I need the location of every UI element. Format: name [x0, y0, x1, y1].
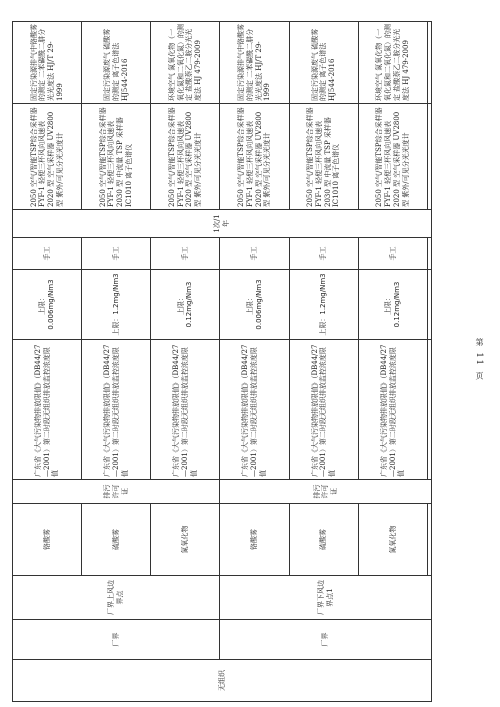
position-cell: 厂界下风边界点1: [220, 576, 432, 620]
spacer-cell: [428, 270, 432, 340]
method-cell: 手工: [151, 238, 220, 270]
table-row: [13, 22, 82, 702]
pollutant-cell: 硫酸雾: [82, 504, 151, 576]
equipment-cell: 2050 空气/智能TSP综合采样器 FYF-1 轻便三杯风向风速表 2020 型 空气采样器 UV2800 型 紫外/可见分光光度计: [13, 104, 82, 210]
limit-cell: 上限：1.2mg/Nm3: [82, 270, 151, 340]
equipment-cell: 2050 空气/智能TSP综合采样器 FYF-1 轻便三杯风向风速表 2030 型 中流量 TSP 采样器 IC1010 离子色谱仪: [82, 104, 151, 210]
limit-cell: 上限：0.006mg/Nm3: [13, 270, 82, 340]
limit-cell: 上限：0.006mg/Nm3: [220, 270, 289, 340]
spacer-cell: [428, 104, 432, 210]
standard-cell: 广东省《大气污染物排放限值》（DB44/27—2001）第二时段无组织排放监控浓度限值: [151, 340, 220, 480]
analysis-cell: 固定污染源废气 硫酸雾的测定 离子色谱法 HJ544-2016: [82, 22, 151, 104]
equipment-cell: 2050 空气/智能TSP综合采样器 FYF-1 轻便三杯风向风速表 2030 型 中流量 TSP 采样器 IC1010 离子色谱仪: [289, 104, 358, 210]
pollutant-cell: 铬酸雾: [13, 504, 82, 576]
method-cell: 手工: [13, 238, 82, 270]
pollutant-cell: 氮氧化物: [151, 504, 220, 576]
method-cell: 手工: [82, 238, 151, 270]
permit-cell: 排污许可证: [220, 480, 432, 504]
standard-cell: 广东省《大气污染物排放限值》（DB44/27—2001）第二时段无组织排放监控浓度限值: [289, 340, 358, 480]
category-cell: 无组织: [13, 660, 432, 702]
analysis-cell: 固定污染源排气中铬酸雾的测定 二苯碳酰二肼分光光度法 HJ/T 29-1999: [13, 22, 82, 104]
frequency-cell: 1次/1年: [13, 210, 432, 238]
standard-cell: 广东省《大气污染物排放限值》（DB44/27—2001）第二时段无组织排放监控浓度限值: [13, 340, 82, 480]
pollutant-cell: 氮氧化物: [358, 504, 427, 576]
limit-cell: 上限：0.12mg/Nm3: [151, 270, 220, 340]
permit-cell: 排污许可证: [13, 480, 220, 504]
spacer-cell: [428, 22, 432, 104]
analysis-cell: 环境空气 氮氧化物（一氧化氮和二氧化氮）的测定 盐酸萘乙二胺分光光度法 HJ 479-2009: [358, 22, 427, 104]
analysis-cell: 环境空气 氮氧化物（一氧化氮和二氧化氮）的测定 盐酸萘乙二胺分光光度法 HJ 479-2009: [151, 22, 220, 104]
limit-cell: 上限：1.2mg/Nm3: [289, 270, 358, 340]
analysis-cell: 固定污染源排气中铬酸雾的测定 二苯碳酰二肼分光光度法 HJ/T 29-1999: [220, 22, 289, 104]
standard-cell: 广东省《大气污染物排放限值》（DB44/27—2001）第二时段无组织排放监控浓度限值: [82, 340, 151, 480]
page-number: 第 11 页: [475, 338, 484, 382]
standard-cell: 广东省《大气污染物排放限值》（DB44/27—2001）第二时段无组织排放监控浓度限值: [358, 340, 427, 480]
spacer-cell: [428, 238, 432, 270]
equipment-cell: 2050 空气/智能TSP综合采样器 FYF-1 轻便三杯风向风速表 2020 型 空气采样器 UV2800 型 紫外/可见分光光度计: [151, 104, 220, 210]
position-group-cell: 厂界: [220, 620, 432, 660]
limit-cell: 上限：0.12mg/Nm3: [358, 270, 427, 340]
spacer-cell: [428, 340, 432, 480]
method-cell: 手工: [358, 238, 427, 270]
method-cell: 手工: [220, 238, 289, 270]
pollutant-cell: 硫酸雾: [289, 504, 358, 576]
method-cell: 手工: [289, 238, 358, 270]
equipment-cell: 2050 空气/智能TSP综合采样器 FYF-1 轻便三杯风向风速表 2020 型 空气采样器 UV2800 型 紫外/可见分光光度计: [220, 104, 289, 210]
pollutant-cell: 铬酸雾: [220, 504, 289, 576]
spacer-cell: [428, 504, 432, 576]
standard-cell: 广东省《大气污染物排放限值》（DB44/27—2001）第二时段无组织排放监控浓度限值: [220, 340, 289, 480]
equipment-cell: 2050 空气/智能TSP综合采样器 FYF-1 轻便三杯风向风速表 2020 型 空气采样器 UV2800 型 紫外/可见分光光度计: [358, 104, 427, 210]
rotated-table-container: [12, 22, 432, 702]
analysis-cell: 固定污染源废气 硫酸雾的测定 离子色谱法 HJ544-2016: [289, 22, 358, 104]
position-cell: 厂界上风边界点: [13, 576, 220, 620]
monitoring-table: [12, 21, 432, 702]
position-group-cell: 厂界: [13, 620, 220, 660]
table-row: [220, 22, 289, 702]
